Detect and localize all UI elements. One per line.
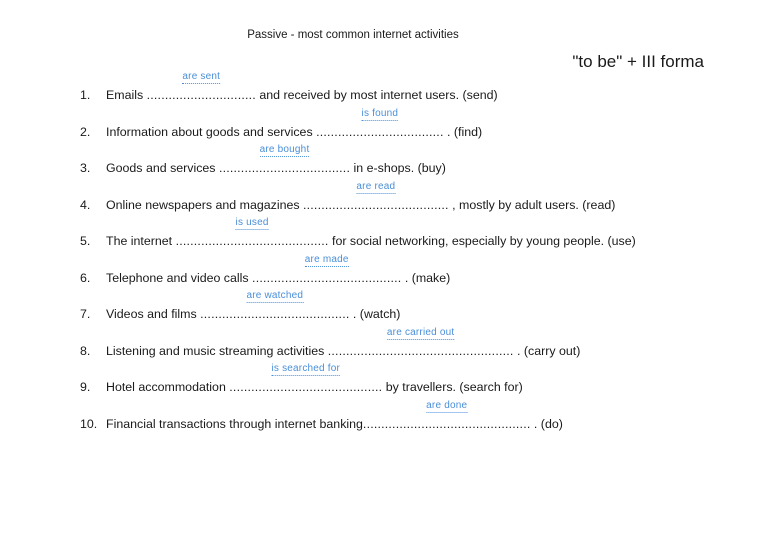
item-number: 9. <box>80 380 91 394</box>
filled-answer: are watched <box>246 290 304 301</box>
exercise-item <box>80 290 636 336</box>
sentence-end: and received by most internet users. (send) <box>255 88 498 102</box>
blank-dots: ................................... <box>316 124 444 139</box>
blank-dots: .............................. <box>146 88 256 102</box>
sentence-end: . (watch) <box>349 307 401 321</box>
sentence-start: Hotel accommodation <box>106 380 230 394</box>
exercise-list <box>80 71 636 445</box>
item-number: 2. <box>80 124 91 139</box>
answer-blank <box>327 326 514 366</box>
sentence-start: Emails <box>106 88 147 102</box>
filled-answer: is used <box>235 217 269 228</box>
exercise-item <box>80 217 636 263</box>
answer-blank <box>252 253 402 293</box>
blank-dots: ................................................... <box>327 343 514 358</box>
sentence-start: Goods and services <box>106 161 219 175</box>
blank-dots: ........................................ <box>303 197 449 212</box>
item-number: 3. <box>80 161 91 175</box>
sentence-end: . (do) <box>530 416 563 431</box>
exercise-item <box>80 399 636 446</box>
sentence-end: . (make) <box>401 270 451 285</box>
filled-answer: is searched for <box>271 363 341 374</box>
answer-blank <box>175 217 329 256</box>
sentence-start: Telephone and video calls <box>106 270 253 285</box>
filled-answer: is found <box>361 107 399 119</box>
sentence-start: Information about goods and services <box>106 124 317 139</box>
sentence-start: The internet <box>106 234 176 248</box>
exercise-item <box>80 180 636 227</box>
filled-answer: are done <box>426 399 468 411</box>
sentence-start: Videos and films <box>106 307 201 321</box>
blank-dots: .................................... <box>218 161 351 175</box>
filled-answer: are carried out <box>386 326 455 338</box>
blank-dots: .............................................. <box>362 416 531 431</box>
sentence-end: . (carry out) <box>513 343 581 358</box>
answer-blank <box>200 290 350 329</box>
item-number: 8. <box>80 343 91 358</box>
worksheet-title: Passive - most common internet activities <box>247 29 459 41</box>
filled-answer: are sent <box>182 71 221 82</box>
sentence-start: Listening and music streaming activities <box>106 343 328 358</box>
exercise-item <box>80 363 636 409</box>
item-number: 5. <box>80 234 91 248</box>
sentence-start: Online newspapers and magazines <box>106 197 303 212</box>
answer-blank <box>218 144 351 183</box>
item-number: 6. <box>80 270 91 285</box>
filled-answer: are read <box>356 180 396 192</box>
blank-dots: ......................................... <box>200 307 350 321</box>
answer-blank <box>316 107 444 147</box>
sentence-end: by travellers. (search for) <box>382 380 523 394</box>
answer-blank <box>362 399 531 439</box>
exercise-item <box>80 326 636 373</box>
sentence-end: , mostly by adult users. (read) <box>448 197 616 212</box>
item-number: 7. <box>80 307 91 321</box>
exercise-item <box>80 107 636 154</box>
item-number: 10. <box>80 416 98 431</box>
blank-dots: .......................................... <box>229 380 383 394</box>
exercise-item <box>80 253 636 300</box>
formula-note: "to be" + III forma <box>572 52 704 71</box>
answer-blank <box>229 363 383 402</box>
item-number: 1. <box>80 88 91 102</box>
filled-answer: are bought <box>259 144 310 155</box>
sentence-end: . (find) <box>443 124 483 139</box>
answer-blank <box>303 180 449 220</box>
exercise-item <box>80 71 636 117</box>
answer-blank <box>146 71 256 110</box>
sentence-end: in e-shops. (buy) <box>350 161 446 175</box>
sentence-end: for social networking, especially by young people. (use) <box>328 234 636 248</box>
sentence-start: Financial transactions through internet banking <box>106 416 363 431</box>
blank-dots: .......................................... <box>175 234 329 248</box>
blank-dots: ......................................... <box>252 270 402 285</box>
item-number: 4. <box>80 197 91 212</box>
filled-answer: are made <box>304 253 349 265</box>
